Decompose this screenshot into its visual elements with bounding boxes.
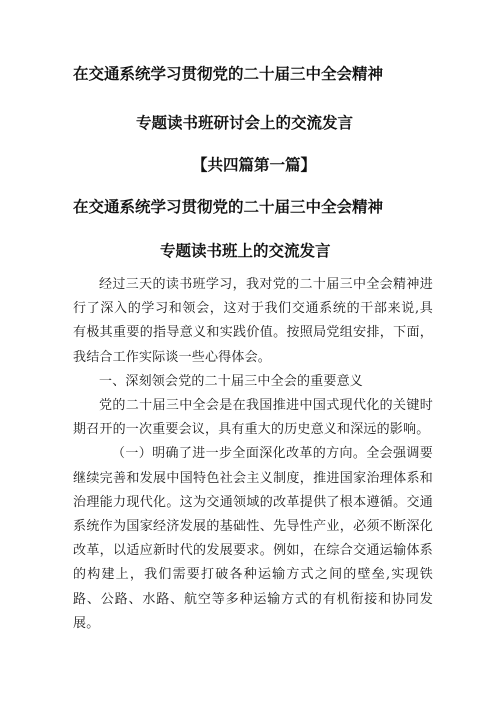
point-label: （一）明确了进一步全面深化改革的方向。 [112,446,367,462]
intro-paragraph: 经过三天的读书班学习，我对党的二十届三中全会精神进行了深入的学习和领会，这对于我们交通系统的干部来说,具有极其重要的指导意义和实践价值。按照局党组安排，下面，我结合工作实际谈一些心得体会。 [73,277,433,365]
document-body [73,273,433,636]
section-paragraph: 党的二十届三中全会是在我国推进中国式现代化的关键时期召开的一次重要会议，具有重大的历史意义和深远的影响。 [73,398,433,438]
section-heading: 一、深刻领会党的二十届三中全会的重要意义 [99,373,364,389]
point-paragraph [73,442,433,636]
speech-title-line-1: 在交通系统学习贯彻党的二十届三中全会精神 [73,198,384,216]
speech-title-line-2: 专题读书班上的交流发言 [160,242,331,260]
document-title-line-2: 专题读书班研讨会上的交流发言 [136,114,354,132]
document-title-line-1: 在交通系统学习贯彻党的二十届三中全会精神 [73,65,384,83]
collection-tag: 【共四篇第一篇】 [192,156,317,174]
point-text: 全会强调要继续完善和发展中国特色社会主义制度，推进国家治理体系和治理能力现代化。这为交通领域的改革提供了根本遵循。交通系统作为国家经济发展的基础性、先导性产业，必须不断深化改革，以适应新时代的发展要求。例如，在综合交通运输体系的构建上，我们需要打破各种运输方式之间的壁垒,实现铁路、公路、水路、航空等多种运输方式的有机衔接和协同发展。 [73,446,433,631]
